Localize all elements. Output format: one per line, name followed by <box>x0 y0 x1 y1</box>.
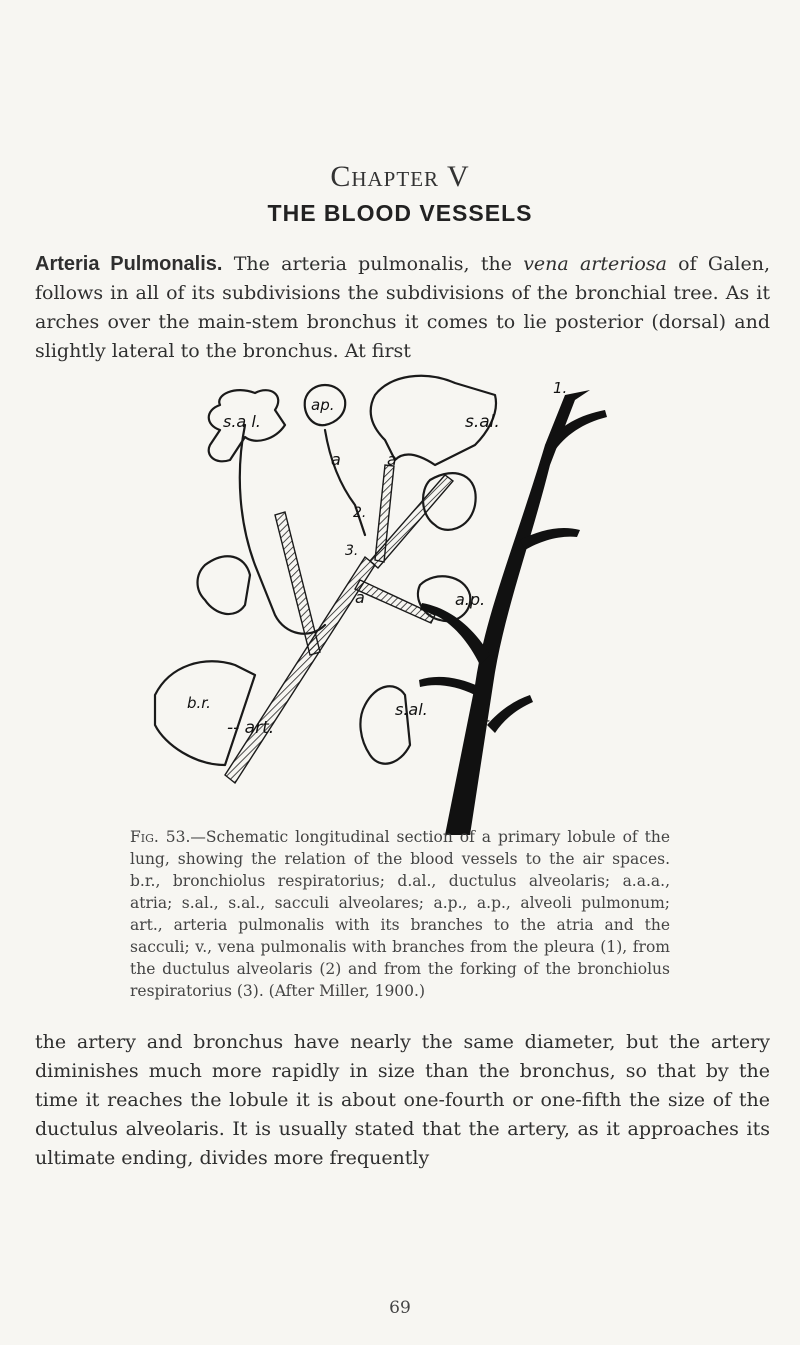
paragraph-intro <box>35 250 770 366</box>
para1-text-b: of Galen, follows in all of its subdivisions the subdivisions of the bronchial tree. As it arches over the main-stem bronchus it comes to lie posterior (dorsal) and slightly lateral to the bronchus. At first <box>35 253 770 362</box>
chapter-title: THE BLOOD VESSELS <box>267 200 533 226</box>
label-ap-right: a.p. <box>455 590 486 609</box>
label-sal-right: s.al. <box>465 412 500 432</box>
lung-lobule-figure <box>135 365 625 835</box>
label-two: 2. <box>353 505 367 521</box>
label-art: -- art. <box>227 718 275 738</box>
lobule-diagram <box>135 365 625 835</box>
vein-branch-3 <box>420 603 490 665</box>
artery-branch-right <box>355 580 435 623</box>
label-a-mid: a <box>355 588 365 607</box>
caption-label: Fig. 53. <box>130 828 191 846</box>
label-three: 3. <box>345 543 359 559</box>
label-sal-left: s.a l. <box>223 412 261 431</box>
label-ap-top: ap. <box>311 396 335 414</box>
para1-italic: vena arteriosa <box>523 253 667 275</box>
paragraph-continued: the artery and bronchus have nearly the same diameter, but the artery diminishes much more rapidly in size than the bronchus, so that by the time it reaches the lobule it is about one-fourth or one-fifth the size of the ductulus alveolaris. It is usually stated that the artery, as it approaches its ultimate ending, divides more frequently <box>35 1031 770 1169</box>
chapter-heading: Chapter V <box>330 160 470 193</box>
sacculus-outline-bottom <box>360 686 410 763</box>
vein-branch-5 <box>419 677 480 695</box>
figure-caption <box>130 826 670 1002</box>
label-one: 1. <box>553 379 568 397</box>
label-a-left: a <box>331 450 341 469</box>
para1-text-a: The arteria pulmonalis, the <box>222 253 524 275</box>
label-sal-bottom: s.al. <box>395 700 428 719</box>
label-v: ---v <box>480 713 504 729</box>
label-br: b.r. <box>187 694 211 712</box>
bronchiolus-outline <box>155 661 255 765</box>
page-number: 69 <box>389 1298 411 1318</box>
label-a-right: a <box>387 450 397 469</box>
caption-text: —Schematic longitudinal section of a primary lobule of the lung, showing the relation of the blood vessels to the air spaces. b.r., bronchiolus respiratorius; d.al., ductulus alveolaris; a.a.a., atria; s.al., s.al., sacculi alveolares; a.p., a.p., alveoli pulmonum; art., arteria pulmonalis with its branches to the atria and the sacculi; v., vena pulmonalis with branches from the pleura (1), from the ductulus alveolaris (2) and from the forking of the bronchiolus respiratorius (3). (After Miller, 1900.) <box>130 828 670 1000</box>
run-in-heading: Arteria Pulmonalis. <box>35 253 223 275</box>
sacculus-outline-lower-left <box>198 556 251 614</box>
